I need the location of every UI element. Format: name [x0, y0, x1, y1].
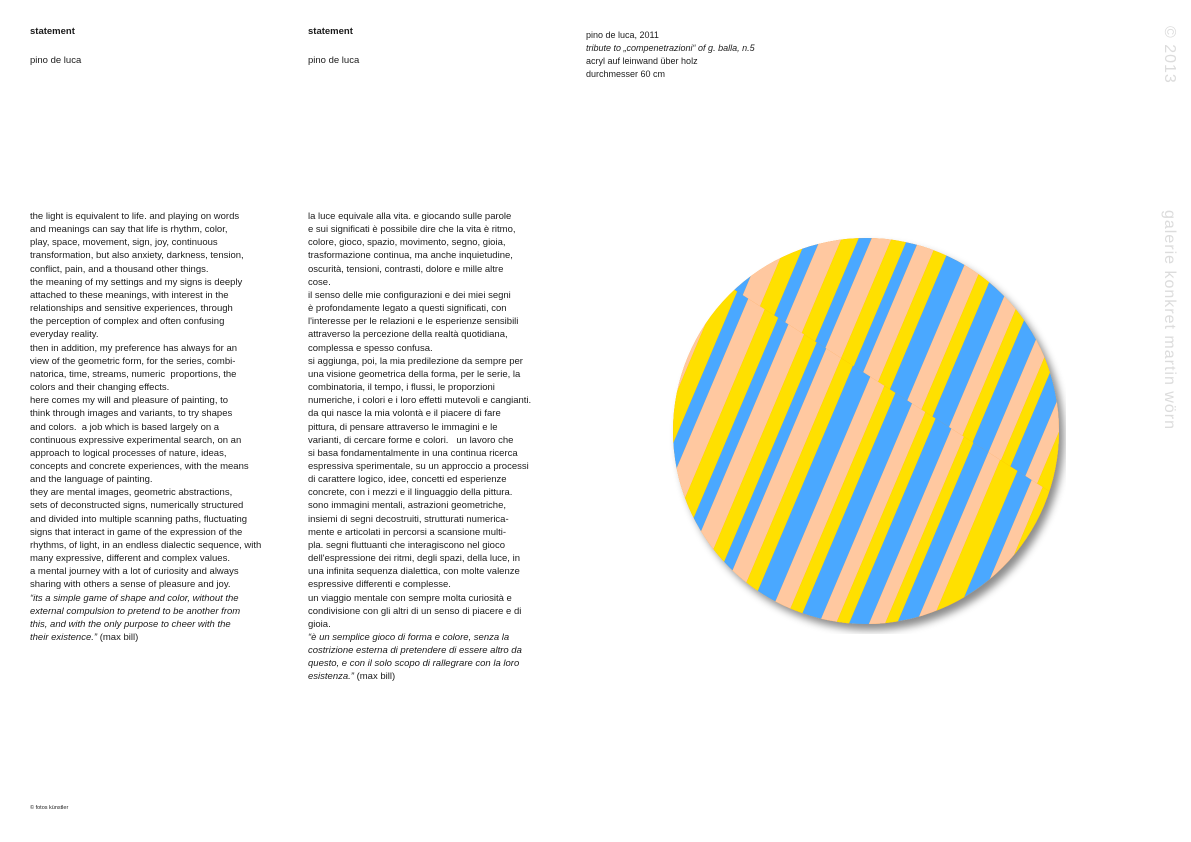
painting-stripes [666, 234, 1066, 634]
caption-artist-year: pino de luca, 2011 [586, 30, 659, 40]
painting-stripe [666, 234, 668, 634]
column-2-heading: statement [308, 26, 353, 37]
italian-quote: “è un semplice gioco di forma e colore, senza la costrizione esterna di pretendere di essere altro da questo, e con il solo scopo di rallegrare con la loro esistenza.” [308, 632, 522, 683]
english-statement [30, 210, 261, 644]
column-1-author: pino de luca [30, 55, 82, 66]
caption-title: tribute to „compenetrazioni“ of g. balla, n.5 [586, 43, 755, 53]
circular-painting [666, 234, 1066, 634]
english-quote: “its a simple game of shape and color, without the external compulsion to pretend to be another from this, and with the only purpose to cheer with the their existence.” [30, 592, 241, 643]
caption-dimensions: durchmesser 60 cm [586, 69, 666, 79]
english-quote-source: (max bill) [97, 632, 139, 643]
column-2-author: pino de luca [308, 55, 360, 66]
italian-statement [308, 210, 531, 684]
italian-statement-text: la luce equivale alla vita. e giocando sulle parole e sui significati è possibile dire che la vita è ritmo, colore, gioco, spazio, movimento, segno, gioia, trasformazione continua, ma anche inquietudine, oscurità, tensioni, contrasti, dolore e mille altre cose. il senso delle mie configurazioni e dei miei segni è profondamente legato a questi significati, con l'interesse per le relazioni e le esperienze sensibili attraverso la percezione della realtà quotidiana, complessa e spesso confusa. si aggiunga, poi, la mia predilezione da sempre per una visione geometrica della forma, per le serie, la combinatoria, il tempo, i flussi, le proporzioni numeriche, i colori e i loro effetti mutevoli e cangianti. da qui nasce la mia volontà e il piacere di fare pittura, di pensare attraverso le immagini e le varianti, di cercare forme e colori. un lavoro che si basa fondamentalmente in una continua ricerca espressiva sperimentale, su un approccio a processi di carattere logico, idee, concetti ed esperienze concrete, con i mezzi e il linguaggio della pittura. sono immagini mentali, astrazioni geometriche, insiemi di segni decostruiti, strutturati numerica- mente e articolati in percorsi a scansione multi- pla. segni fluttuanti che interagiscono nel gioco dell'espressione dei ritmi, degli spazi, della luce, in una infinita sequenza dialettica, con molte valenze espressive differenti e complesse. un viaggio mentale con sempre molta curiosità e condivisione con gli altri di un senso di piacere e di gioia. [308, 211, 532, 630]
artwork-caption [586, 29, 755, 81]
gallery-name: galerie konkret martin wörn [1161, 210, 1178, 430]
copyright-year: © 2013 [1161, 26, 1178, 84]
column-1-heading: statement [30, 26, 75, 37]
italian-quote-source: (max bill) [353, 671, 396, 683]
photo-credit: © fotos künstler [30, 805, 69, 811]
english-statement-text: the light is equivalent to life. and playing on words and meanings can say that life is rhythm, color, play, space, movement, sign, joy, continuous transformation, but also anxiety, darkness, tension, conflict, pain, and a thousand other things. the meaning of my settings and my signs is deeply attached to these meanings, with interest in the relationships and sensitive experiences, through the perception of complex and often confusing everyday reality. then in addition, my preference has always for an view of the geometric form, for the series, combi- natorica, time, streams, numeric proportions, the colors and their changing effects. here comes my will and pleasure of painting, to think through images and variants, to try shapes and colors. a job which is based largely on a continuous expressive experimental search, on an approach to logical processes of nature, ideas, concepts and concrete experiences, with the means and the language of painting. they are mental images, geometric abstractions, sets of deconstructed signs, numerically structured and divided into multiple scanning paths, fluctuating signs that interact in game of the expression of the rhythms, of light, in an endless dialectic sequence, with many expressive, different and complex values. a mental journey with a lot of curiosity and always sharing with others a sense of pleasure and joy. [30, 211, 262, 591]
caption-medium: acryl auf leinwand über holz [586, 56, 698, 66]
